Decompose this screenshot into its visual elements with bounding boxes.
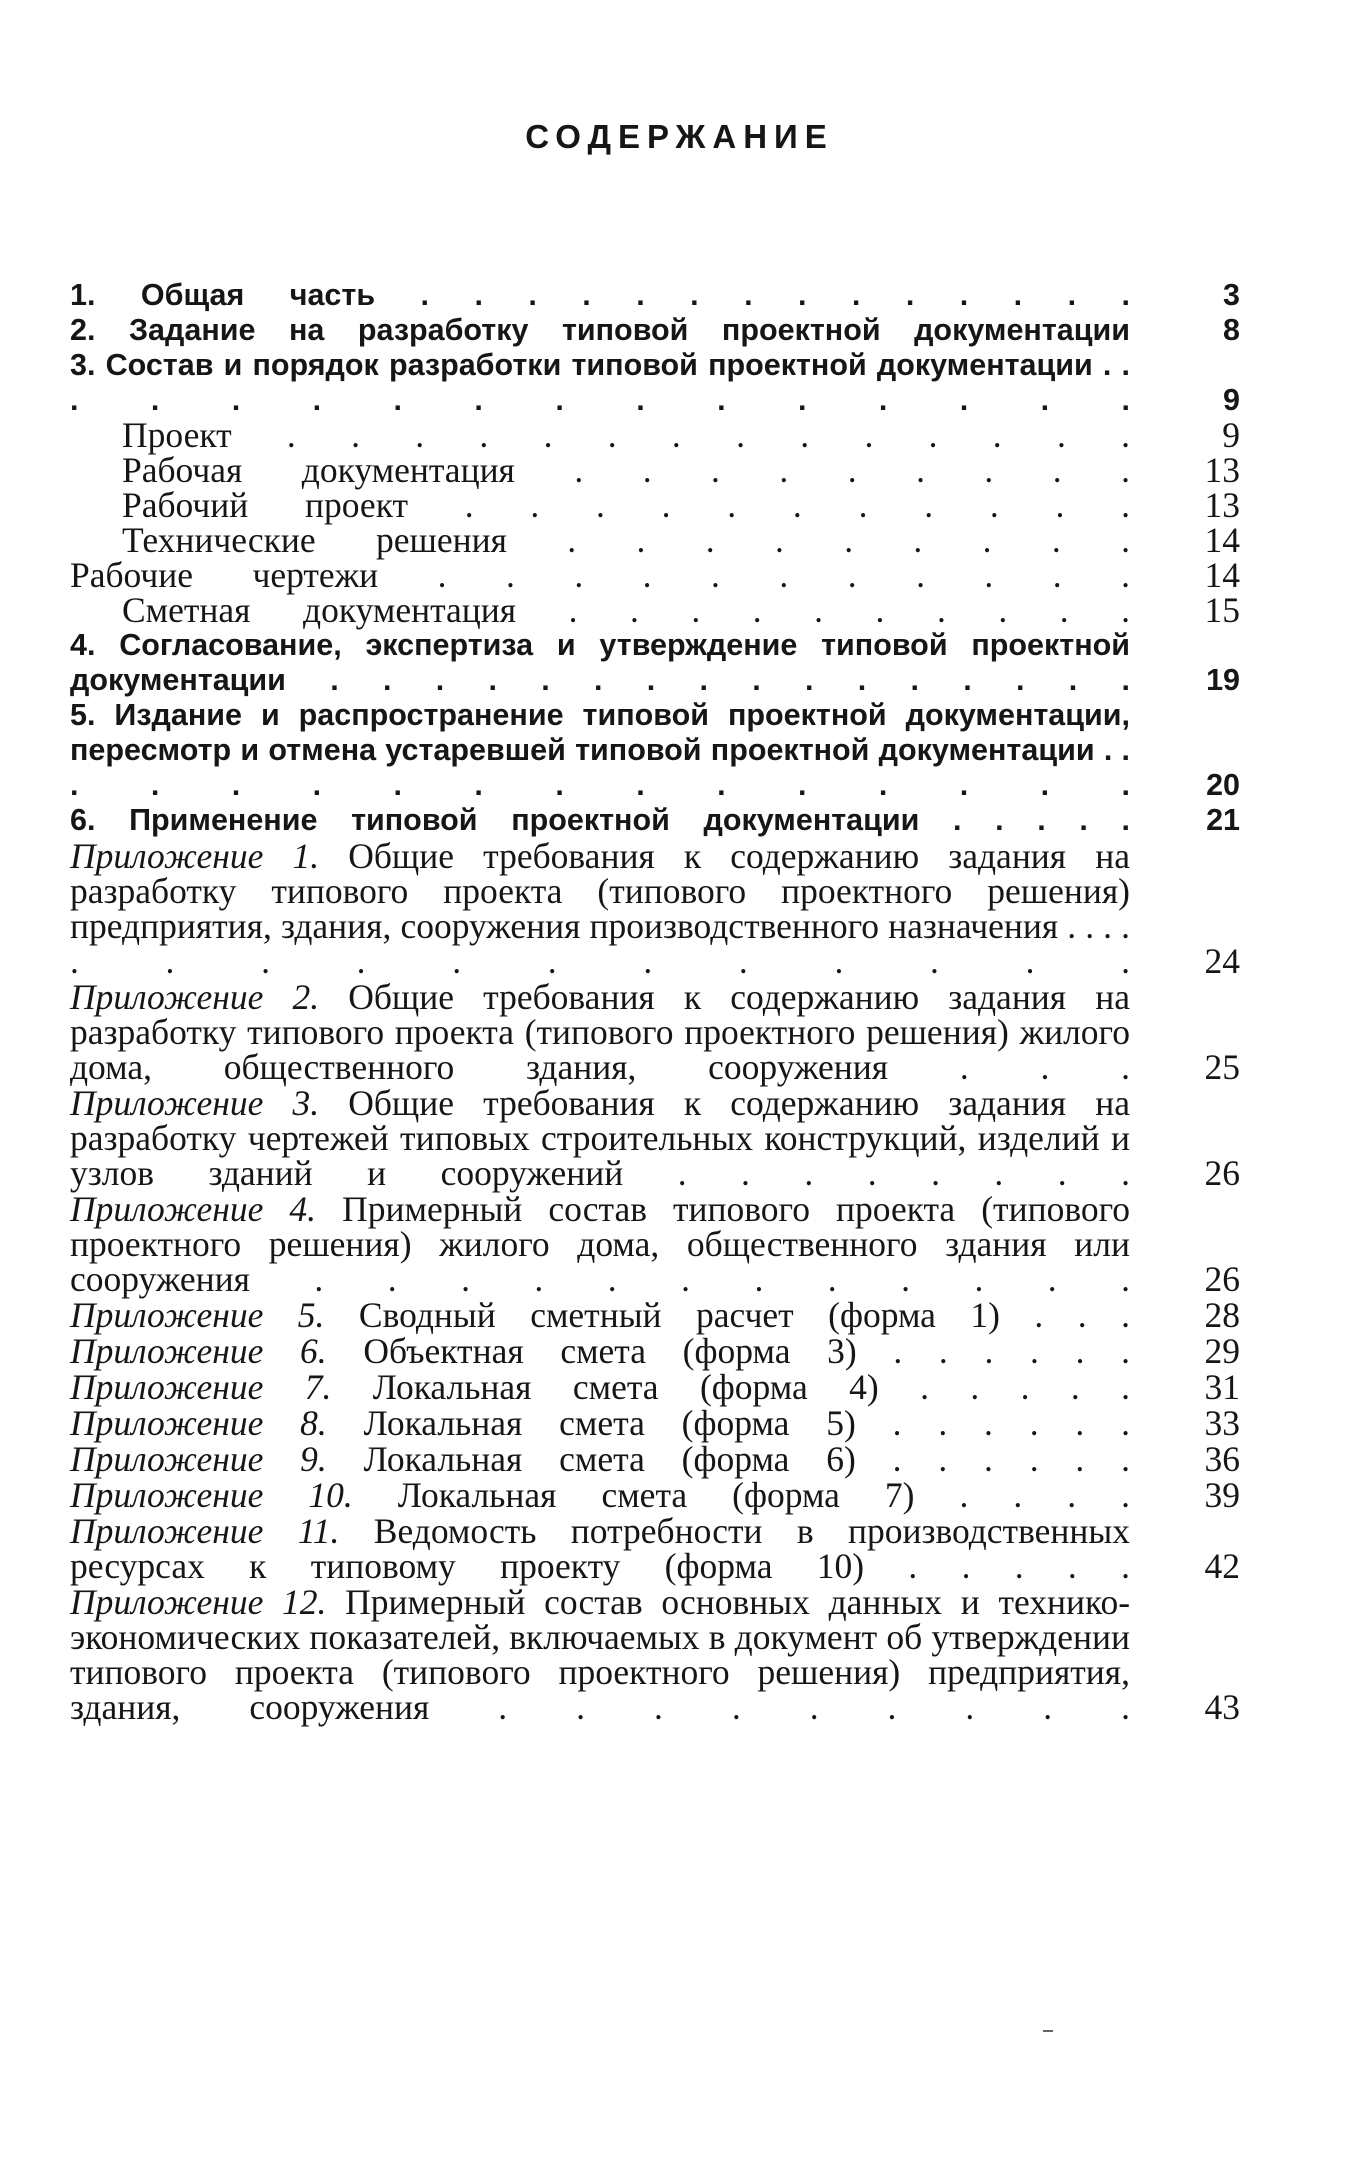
toc-entry xyxy=(70,977,1240,1087)
toc-entry-text xyxy=(70,977,1131,1087)
toc-entry-text xyxy=(70,1403,1131,1443)
toc-entry-title: 1. Общая часть . . . . . . . . . . . . . . xyxy=(70,278,1130,312)
toc-page-number: 31 xyxy=(1204,1367,1240,1407)
toc-entry-text xyxy=(70,803,1130,838)
toc-entry-text xyxy=(70,698,1130,803)
toc-entry-title: Технические решения . . . . . . . . . xyxy=(122,520,1130,560)
toc-entry-text xyxy=(70,1295,1130,1335)
toc-entry-text xyxy=(70,1439,1131,1479)
toc-entry xyxy=(70,1475,1240,1515)
toc-entry xyxy=(70,1367,1240,1407)
toc-page-number: 13 xyxy=(1204,450,1240,490)
toc-entry-text xyxy=(70,485,1130,525)
toc-page-number: 9 xyxy=(1223,383,1240,417)
appendix-label: Приложение 2. xyxy=(70,977,320,1017)
toc-entry-title: Примерный состав основных данных и технико-экономических показателей, включаемых в документ об утверждении типового проекта (типового проектного решения) предприятия, здания, сооружения . . . . . . . . . xyxy=(70,1582,1131,1727)
appendix-label: Приложение 11. xyxy=(70,1511,340,1551)
toc-entry-text xyxy=(70,278,1130,313)
toc-page-number: 20 xyxy=(1206,768,1240,802)
appendix-label: Приложение 10. xyxy=(70,1475,353,1515)
toc-page-number: 14 xyxy=(1204,555,1240,595)
toc-entry xyxy=(70,313,1240,348)
scan-mark xyxy=(1043,2030,1053,2032)
toc-entry xyxy=(70,520,1240,560)
toc-entry-text xyxy=(70,450,1130,490)
appendix-label: Приложение 6. xyxy=(70,1331,327,1371)
toc-entry-text xyxy=(70,313,1130,348)
appendix-label: Приложение 3. xyxy=(70,1083,320,1123)
toc-entry-text xyxy=(70,555,1130,595)
toc-entry-title: Рабочий проект . . . . . . . . . . . xyxy=(122,485,1130,525)
toc-page-number: 26 xyxy=(1204,1153,1240,1193)
toc-entry-text xyxy=(70,1582,1131,1727)
toc-entry xyxy=(70,485,1240,525)
toc-entry-text xyxy=(70,348,1130,418)
toc-page-number: 14 xyxy=(1204,520,1240,560)
toc-entry-text xyxy=(70,415,1130,455)
toc-page-number: 15 xyxy=(1204,590,1240,630)
toc-page-number: 28 xyxy=(1204,1295,1240,1335)
page-title: СОДЕРЖАНИЕ xyxy=(525,118,834,155)
toc-entry-text xyxy=(70,1189,1131,1299)
toc-entry-title: 2. Задание на разработку типовой проектной документации xyxy=(70,313,1130,347)
toc-entry xyxy=(70,836,1240,981)
toc-page-number: 8 xyxy=(1223,313,1240,347)
toc-entry-text xyxy=(70,836,1131,981)
toc-entry-title: Примерный состав типового проекта (типового проектного решения) жилого дома, общественного здания или сооружения . . . . . . . . . . . . xyxy=(70,1189,1131,1299)
toc-page-number: 24 xyxy=(1204,941,1240,981)
toc-entry-title: Локальная смета (форма 5) . . . . . . xyxy=(363,1403,1131,1443)
toc-entry-title: 6. Применение типовой проектной документации . . . . . xyxy=(70,803,1130,837)
table-of-contents xyxy=(70,278,1240,1725)
toc-entry-title: 4. Согласование, экспертиза и утверждение типовой проектной документации . . . . . . . . . . . . . . . . xyxy=(70,628,1130,697)
toc-page-number: 36 xyxy=(1204,1439,1240,1479)
toc-page-number: 21 xyxy=(1206,803,1240,837)
toc-entry-text xyxy=(70,1331,1131,1371)
appendix-label: Приложение 1. xyxy=(70,836,320,876)
toc-entry-text xyxy=(70,1083,1131,1193)
toc-entry-title: 5. Издание и распространение типовой проектной документации, пересмотр и отмена устаревшей типовой проектной документации . . . . . . . . . . . . . . . . xyxy=(70,698,1130,802)
toc-entry-title: Рабочая документация . . . . . . . . . xyxy=(122,450,1130,490)
toc-entry xyxy=(70,278,1240,313)
toc-page-number: 25 xyxy=(1204,1047,1240,1087)
toc-entry xyxy=(70,555,1240,595)
toc-entry-text xyxy=(70,520,1130,560)
toc-entry xyxy=(70,1295,1240,1335)
toc-entry xyxy=(70,348,1240,418)
toc-entry-title: Локальная смета (форма 4) . . . . . xyxy=(372,1367,1131,1407)
toc-entry-title: Локальная смета (форма 6) . . . . . . xyxy=(363,1439,1131,1479)
toc-entry xyxy=(70,1083,1240,1193)
toc-page-number: 13 xyxy=(1204,485,1240,525)
toc-entry-title: Общие требования к содержанию задания на разработку типового проекта (типового проектного решения) предприятия, здания, сооружения производственного назначения . . . . . . . . . . . . . . . . xyxy=(70,836,1131,981)
toc-entry-title: Локальная смета (форма 7) . . . . xyxy=(397,1475,1131,1515)
toc-entry xyxy=(70,698,1240,803)
toc-page-number: 42 xyxy=(1204,1546,1240,1586)
toc-entry-title: 3. Состав и порядок разработки типовой проектной документации . . . . . . . . . . . . . . . . xyxy=(70,348,1130,417)
toc-entry xyxy=(70,1331,1240,1371)
appendix-label: Приложение 5. xyxy=(70,1295,325,1335)
toc-entry-title: Общие требования к содержанию задания на разработку чертежей типовых строительных конструкций, изделий и узлов зданий и сооружений . . . . . . . . xyxy=(70,1083,1131,1193)
toc-entry xyxy=(70,450,1240,490)
appendix-label: Приложение 9. xyxy=(70,1439,327,1479)
appendix-label: Приложение 8. xyxy=(70,1403,327,1443)
toc-entry-text xyxy=(70,590,1130,630)
toc-page-number: 19 xyxy=(1206,663,1240,697)
toc-entry-title: Рабочие чертежи . . . . . . . . . . . xyxy=(70,555,1130,595)
toc-entry xyxy=(70,1511,1240,1586)
toc-entry-text xyxy=(70,1511,1130,1586)
toc-entry xyxy=(70,415,1240,455)
toc-page-number: 39 xyxy=(1204,1475,1240,1515)
toc-entry-text xyxy=(70,628,1130,698)
toc-entry-title: Сметная документация . . . . . . . . . . xyxy=(122,590,1130,630)
toc-entry-title: Ведомость потребности в производственных ресурсах к типовому проекту (форма 10) . . . . . xyxy=(70,1511,1130,1586)
toc-page-number: 33 xyxy=(1204,1403,1240,1443)
appendix-label: Приложение 12. xyxy=(70,1582,327,1622)
toc-entry xyxy=(70,803,1240,838)
toc-entry xyxy=(70,1189,1240,1299)
toc-entry-title: Общие требования к содержанию задания на разработку типового проекта (типового проектного решения) жилого дома, общественного здания, сооружения . . . xyxy=(70,977,1131,1087)
toc-page-number: 43 xyxy=(1204,1687,1240,1727)
toc-entry-text xyxy=(70,1475,1131,1515)
toc-entry-title: Проект . . . . . . . . . . . . . . xyxy=(122,415,1130,455)
appendix-label: Приложение 7. xyxy=(70,1367,332,1407)
toc-entry-text xyxy=(70,1367,1131,1407)
toc-page-number: 9 xyxy=(1222,415,1240,455)
toc-entry xyxy=(70,590,1240,630)
toc-page-number: 26 xyxy=(1204,1259,1240,1299)
toc-entry xyxy=(70,1439,1240,1479)
toc-page-number: 3 xyxy=(1223,278,1240,312)
toc-entry xyxy=(70,628,1240,698)
toc-page-number: 29 xyxy=(1204,1331,1240,1371)
appendix-label: Приложение 4. xyxy=(70,1189,317,1229)
toc-entry xyxy=(70,1403,1240,1443)
toc-entry-title: Сводный сметный расчет (форма 1) . . . xyxy=(358,1295,1130,1335)
toc-entry-title: Объектная смета (форма 3) . . . . . . xyxy=(363,1331,1131,1371)
toc-entry xyxy=(70,1582,1240,1727)
